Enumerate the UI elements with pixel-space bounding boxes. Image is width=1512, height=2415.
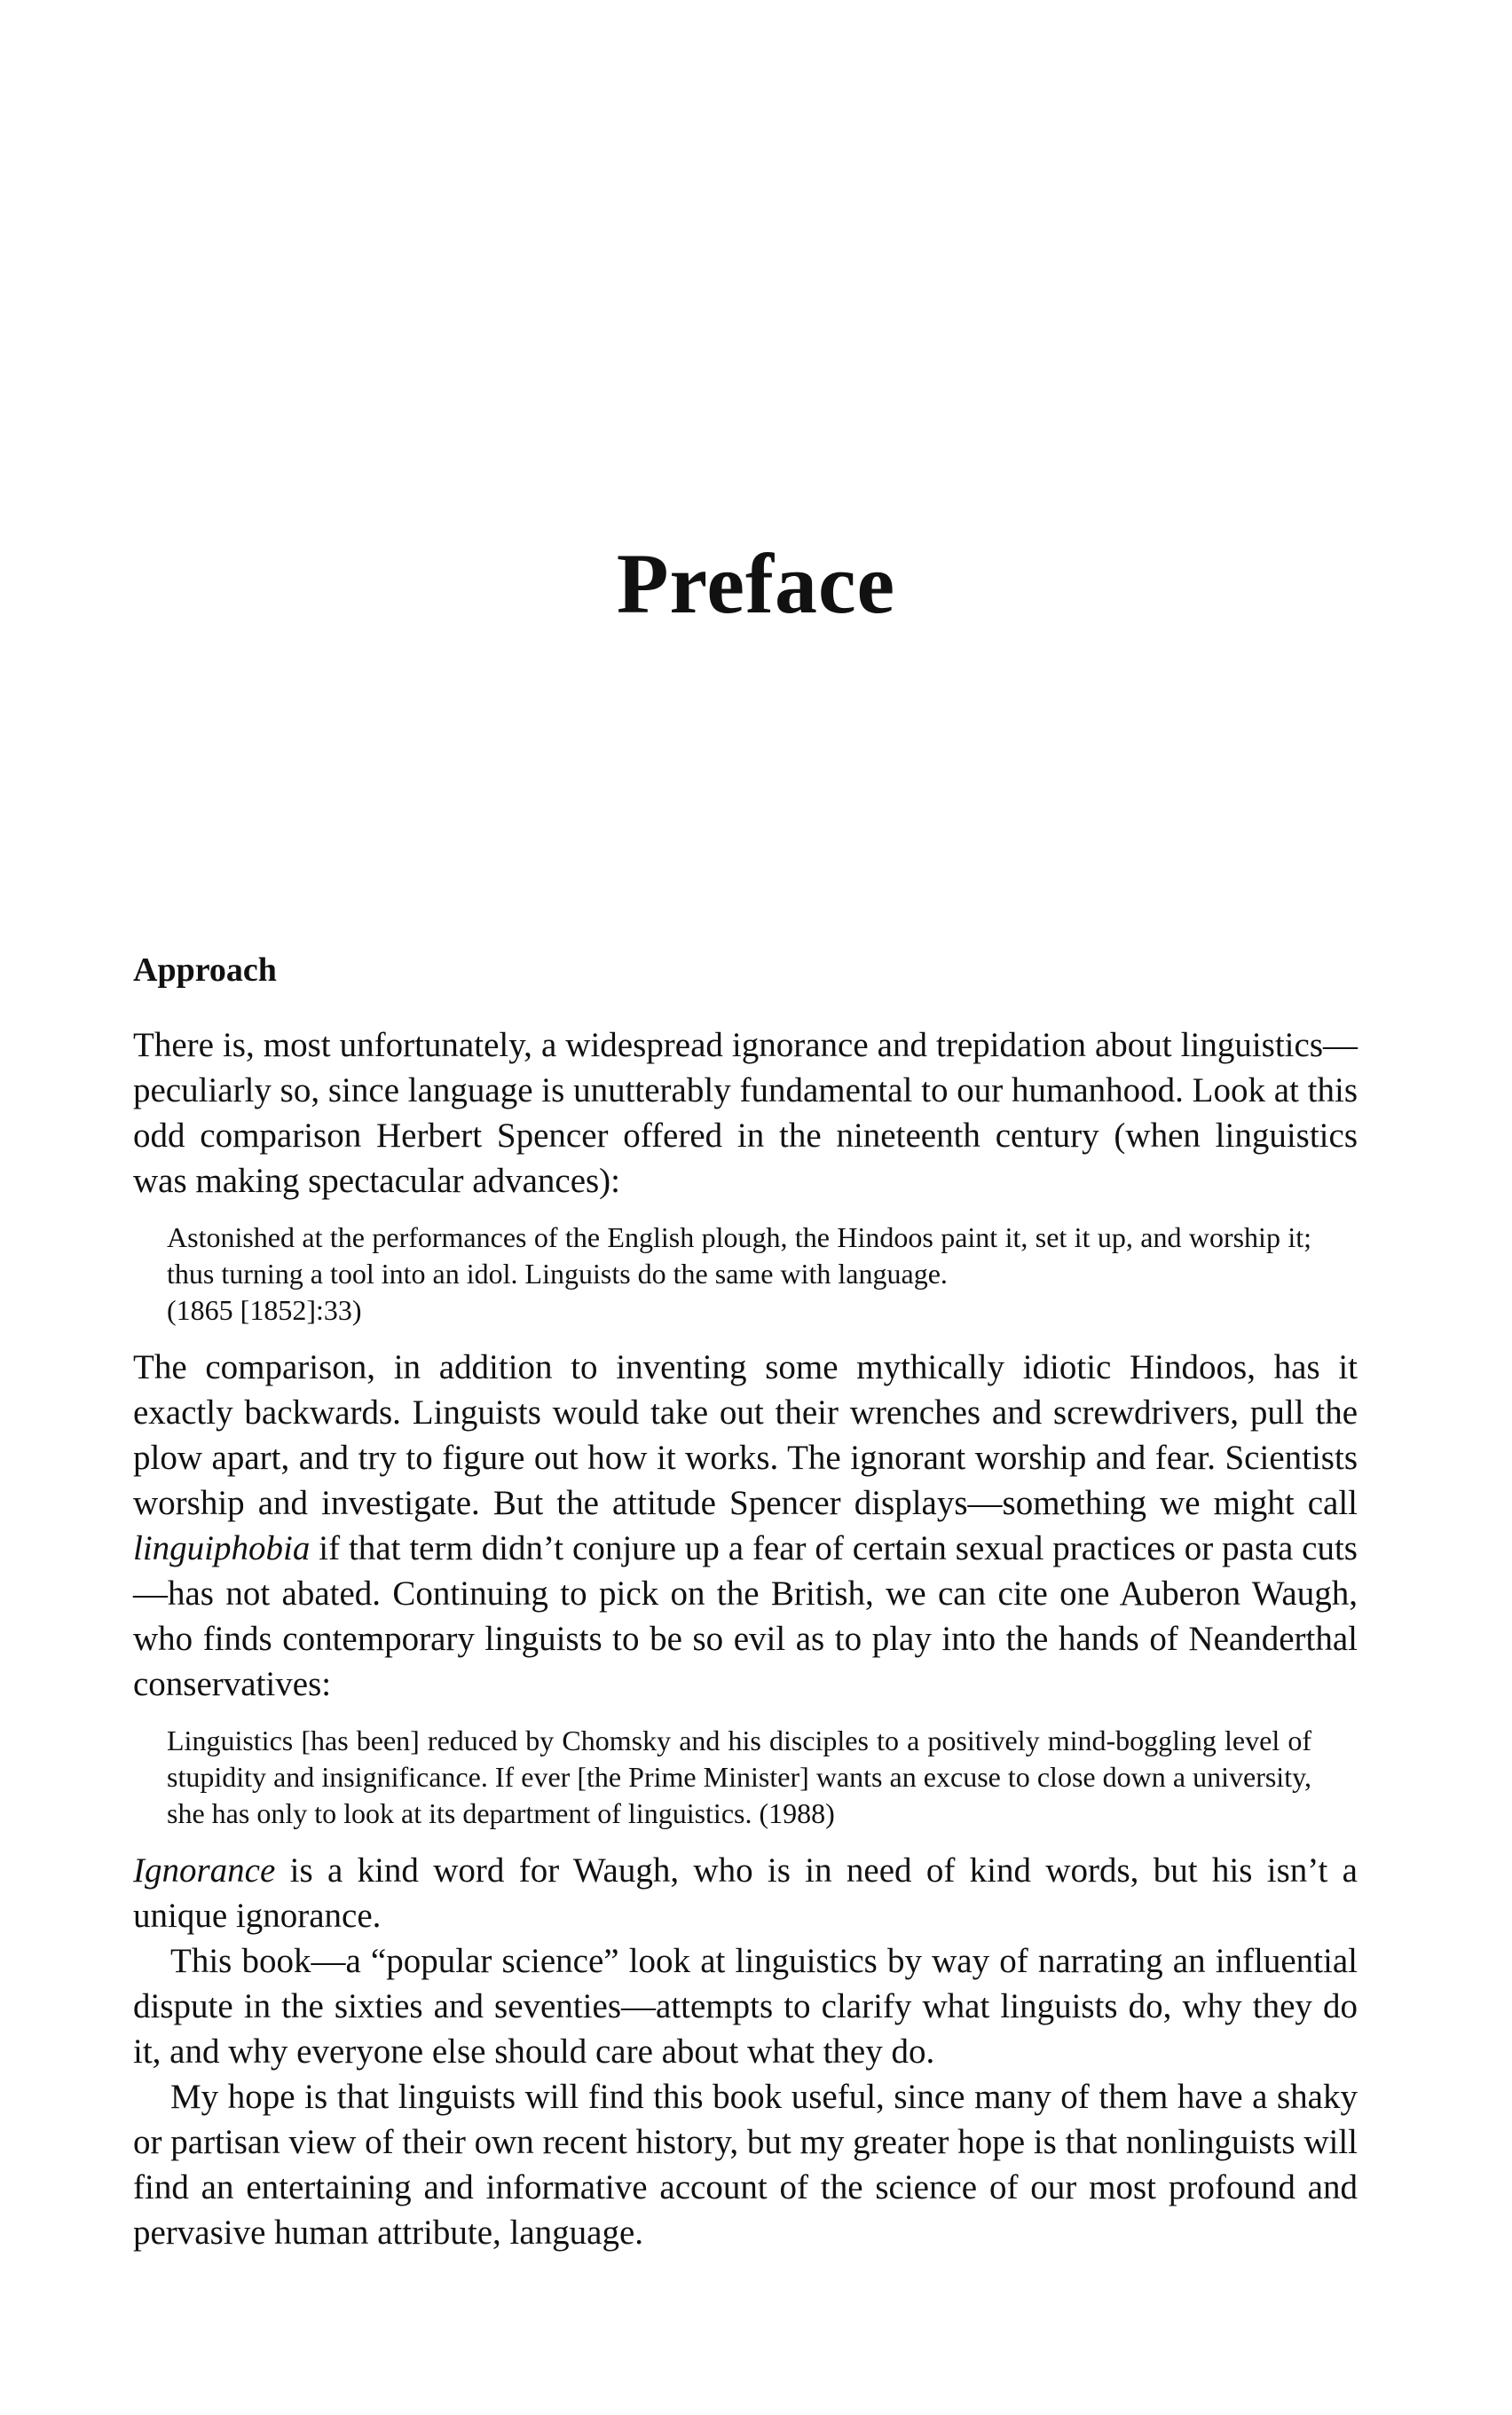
paragraph-3-text: is a kind word for Waugh, who is in need of kind words, but his isn’t a unique ignorance. <box>133 1851 1358 1935</box>
block-quote-spencer <box>167 1219 1311 1329</box>
page-title: Preface <box>616 536 896 631</box>
paragraph-2-part-b: if that term didn’t conjure up a fear of certain sexual practices or pasta cuts—has not abated. Continuing to pick on the British, we can cite one Auberon Waugh, who finds contemporary linguists to be so evil as to play into the hands of Neanderthal conservatives: <box>133 1529 1358 1703</box>
paragraph-2-emphasis: linguiphobia <box>133 1529 311 1567</box>
quote-spencer-citation: (1865 [1852]:33) <box>167 1294 362 1326</box>
paragraph-3-emphasis: Ignorance <box>133 1851 276 1890</box>
section-heading: Approach <box>133 951 277 989</box>
paragraph-2 <box>133 1345 1358 1707</box>
paragraph-3 <box>133 1848 1358 1938</box>
paragraph-1: There is, most unfortunately, a widespread ignorance and trepidation about linguistics—peculiarly so, since language is unutterably fundamental to our humanhood. Look at this odd comparison Herbert Spencer offered in the nineteenth century (when linguistics was making spectacular advances): <box>133 1026 1358 1200</box>
paragraph-2-part-a: The comparison, in addition to inventing some mythically idiotic Hindoos, has it exactly backwards. Linguists would take out their wrenches and screwdrivers, pull the plow apart, and try to figure out how it works. The ignorant worship and fear. Scientists worship and investigate. But the attitude Spencer displays—something we might call <box>133 1348 1358 1522</box>
quote-spencer-text: Astonished at the performances of the English plough, the Hindoos paint it, set it up, and worship it; thus turning a tool into an idol. Linguists do the same with language. <box>167 1221 1311 1290</box>
block-quote-waugh: Linguistics [has been] reduced by Chomsky and his disciples to a positively mind-boggling level of stupidity and insignificance. If ever [the Prime Minister] wants an excuse to close down a university, she has only to look at its department of linguistics. (1988) <box>167 1724 1311 1829</box>
preface-body <box>133 950 1358 2255</box>
paragraph-5: My hope is that linguists will find this book useful, since many of them have a shaky or partisan view of their own recent history, but my greater hope is that nonlinguists will find an entertaining and informative account of the science of our most profound and pervasive human attribute, language. <box>133 2078 1358 2252</box>
paragraph-4: This book—a “popular science” look at linguistics by way of narrating an influential dispute in the sixties and seventies—attempts to clarify what linguists do, why they do it, and why everyone else should care about what they do. <box>133 1942 1358 2071</box>
